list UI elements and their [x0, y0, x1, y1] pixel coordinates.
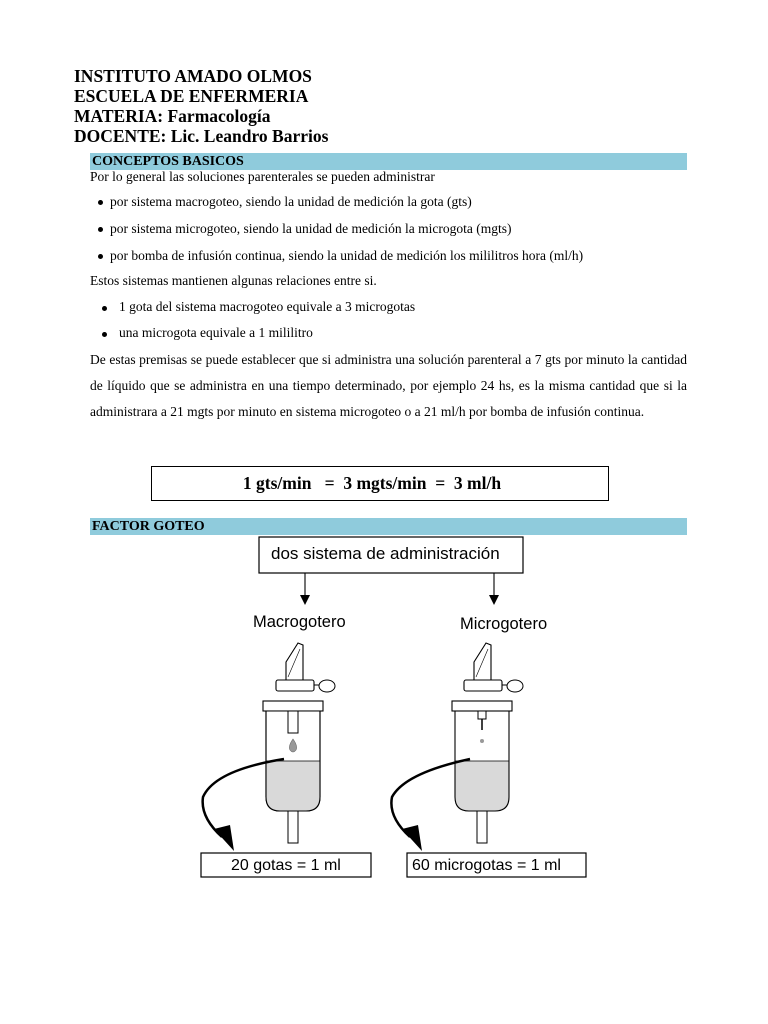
formula-text: 1 gts/min = 3 mgts/min = 3 ml/h: [242, 473, 502, 493]
bullet-dot: [98, 254, 103, 259]
bullet-dot: [102, 306, 107, 311]
section-heading-conceptos: CONCEPTOS BASICOS: [90, 153, 687, 170]
school-name: ESCUELA DE ENFERMERIA: [74, 86, 309, 106]
subject-line: MATERIA: Farmacología: [74, 106, 271, 126]
micro-result-text: 60 microgotas = 1 ml: [412, 857, 561, 874]
macro-result-text: 20 gotas = 1 ml: [231, 857, 341, 874]
teacher-line: DOCENTE: Lic. Leandro Barrios: [74, 126, 329, 146]
bullet-dot: [102, 332, 107, 337]
drip-systems-diagram: [0, 535, 768, 895]
relations-intro: Estos sistemas mantienen algunas relaciones entre si.: [90, 273, 377, 288]
list-item: por bomba de infusión continua, siendo la unidad de medición los mililitros hora (ml/h): [110, 248, 584, 263]
institution-name: INSTITUTO AMADO OLMOS: [74, 66, 312, 86]
explanation-paragraph: De estas premisas se puede establecer que si administra una solución parenteral a 7 gts por minuto la cantidad de líquido que se administra en una tiempo determinado, por ejemplo 24 hs, es la misma cantidad que si la administrara a 21 mgts por minuto en sistema microgoteo o a 21 ml/h por bomba de infusión continua.: [90, 352, 687, 419]
macrogotero-label: Macrogotero: [253, 613, 346, 631]
formula-box: [151, 466, 609, 501]
list-item: por sistema macrogoteo, siendo la unidad de medición la gota (gts): [110, 194, 472, 209]
micro-drip-chamber: [452, 643, 523, 843]
list-item: 1 gota del sistema macrogoteo equivale a 3 microgotas: [119, 299, 416, 314]
arrow-down-right: [489, 573, 499, 605]
list-item: por sistema microgoteo, siendo la unidad de medición la microgota (mgts): [110, 221, 512, 236]
bullet-dot: [98, 227, 103, 232]
section-heading-factor-goteo: FACTOR GOTEO: [90, 518, 687, 535]
intro-text: Por lo general las soluciones parenterales se pueden administrar: [90, 169, 435, 184]
macro-drip-chamber: [263, 643, 335, 843]
list-item: una microgota equivale a 1 mililitro: [119, 325, 313, 340]
document-header: [74, 66, 328, 146]
arrow-down-left: [300, 573, 310, 605]
bullet-dot: [98, 200, 103, 205]
microgotero-label: Microgotero: [460, 615, 548, 633]
systems-label: dos sistema de administración: [271, 544, 500, 563]
